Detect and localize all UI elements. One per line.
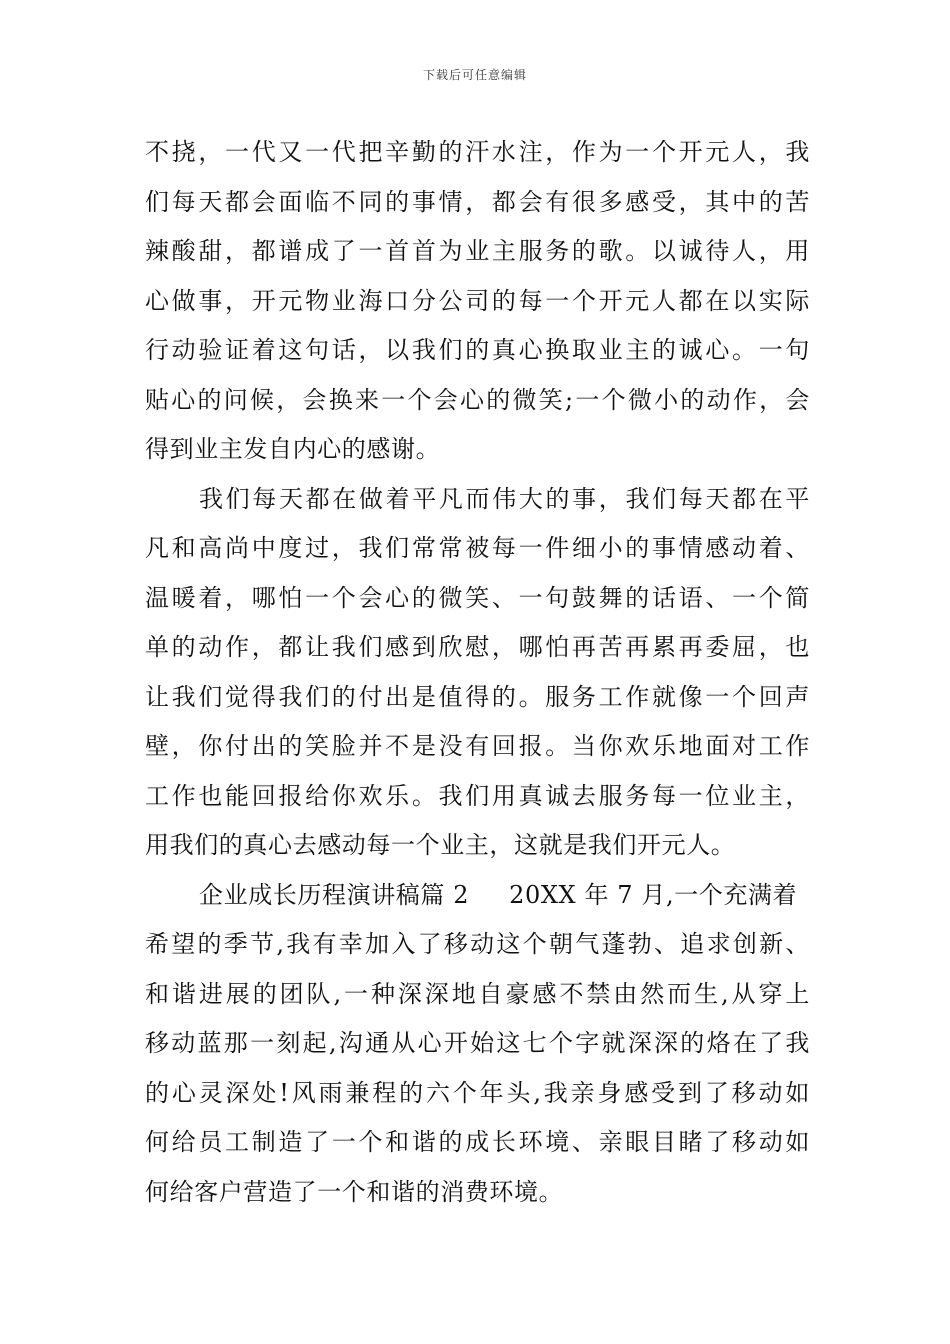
text-line: 让我们觉得我们的付出是值得的。服务工作就像一个回声 — [145, 682, 810, 711]
text-line: 得到业主发自内心的感谢。 — [145, 435, 441, 463]
page-header: 下载后可任意编辑 — [422, 68, 527, 82]
text-line: 何给客户营造了一个和谐的消费环境。 — [145, 1177, 564, 1206]
section-heading-line — [145, 871, 810, 921]
text-line: 心做事，开元物业海口分公司的每一个开元人都在以实际 — [145, 286, 810, 315]
text-line: 辣酸甜，都谱成了一首首为业主服务的歌。以诚待人，用 — [145, 237, 810, 265]
text-line: 用我们的真心去感动每一个业主，这就是我们开元人。 — [145, 831, 736, 859]
text-fragment: 20XX 年 7 月,一个充满着 — [509, 880, 798, 909]
text-line: 行动验证着这句话，以我们的真心换取业主的诚心。一句 — [145, 336, 810, 364]
document-body — [145, 128, 810, 1217]
text-line: 壁，你付出的笑脸并不是没有回报。当你欢乐地面对工作 — [145, 732, 810, 760]
text-line: 何给员工制造了一个和谐的成长环境、亲眼目睹了移动如 — [145, 1128, 810, 1156]
text-line: 和谐进展的团队,一种深深地自豪感不禁由然而生,从穿上 — [145, 979, 810, 1008]
paragraph-1 — [145, 128, 810, 475]
text-line: 单的动作，都让我们感到欣慰，哪怕再苦再累再委屈，也 — [145, 633, 810, 661]
paragraph-3 — [145, 871, 810, 1218]
text-line: 们每天都会面临不同的事情，都会有很多感受，其中的苦 — [145, 187, 810, 216]
text-line: 温暖着，哪怕一个会心的微笑、一句鼓舞的话语、一个简 — [145, 583, 810, 612]
text-line: 凡和高尚中度过，我们常常被每一件细小的事情感动着、 — [145, 534, 810, 562]
text-line: 工作也能回报给你欢乐。我们用真诚去服务每一位业主， — [145, 781, 810, 810]
text-line: 贴心的问候，会换来一个会心的微笑;一个微小的动作，会 — [145, 385, 810, 414]
text-line: 不挠，一代又一代把辛勤的汗水注，作为一个开元人，我 — [145, 138, 810, 166]
section-title: 企业成长历程演讲稿篇 2 — [199, 880, 470, 909]
paragraph-2 — [145, 475, 810, 871]
text-line: 我们每天都在做着平凡而伟大的事，我们每天都在平 — [199, 484, 810, 513]
text-line: 希望的季节,我有幸加入了移动这个朝气蓬勃、追求创新、 — [145, 930, 810, 958]
text-line: 移动蓝那一刻起,沟通从心开始这七个字就深深的烙在了我 — [145, 1029, 810, 1057]
text-line: 的心灵深处!风雨兼程的六个年头,我亲身感受到了移动如 — [145, 1078, 810, 1107]
